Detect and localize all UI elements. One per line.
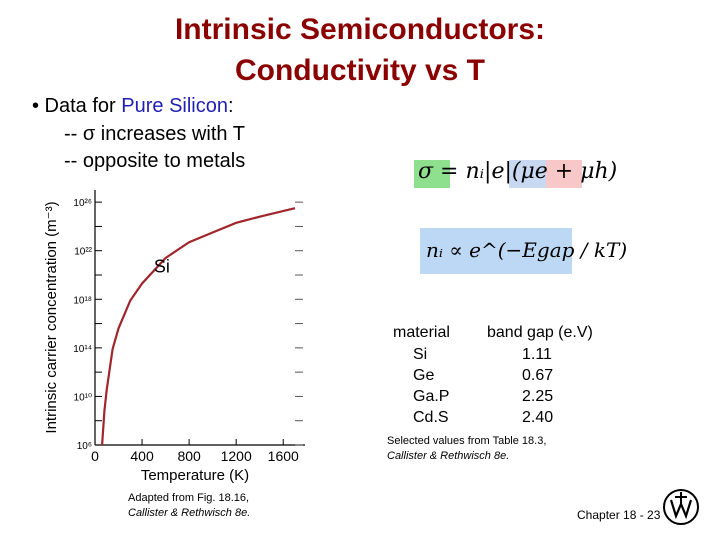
table-row-material: Ga.P	[413, 388, 450, 405]
x-tick-label: 0	[91, 448, 99, 464]
carrier-concentration-chart	[40, 175, 315, 495]
slide-title-line2	[0, 53, 720, 89]
y-tick-label: 10¹⁰	[73, 392, 92, 404]
bullet-suffix: :	[227, 95, 234, 117]
table-header-material: material	[393, 324, 450, 341]
figure-source-line1: Adapted from Fig. 18.16,	[128, 492, 250, 504]
y-tick-label: 10¹⁴	[73, 343, 92, 355]
x-tick-label: 400	[130, 448, 154, 464]
figure-source-line2: Callister & Rethwisch 8e.	[128, 507, 251, 519]
bullet-prefix: • Data for	[32, 95, 122, 117]
series-line-si	[102, 208, 295, 445]
conductivity-formula	[412, 157, 618, 191]
series-label-si: Si	[153, 256, 170, 277]
x-tick-label: 1200	[220, 448, 252, 464]
table-row-material: Cd.S	[413, 409, 449, 426]
x-axis-label: Temperature (K)	[140, 467, 250, 484]
publisher-logo-icon	[662, 488, 700, 526]
intrinsic-formula-text: nᵢ ∝ e^(−Egap / kT)	[426, 238, 628, 262]
y-axis-label: Intrinsic carrier concentration (m⁻³)	[43, 201, 60, 434]
table-row-material: Ge	[413, 367, 435, 384]
slide-title-line1: Intrinsic Semiconductors:	[174, 13, 546, 46]
bullet-main	[32, 95, 234, 118]
y-tick-label: 10¹⁸	[73, 295, 92, 307]
table-row-bandgap: 1.11	[522, 346, 552, 363]
table-row-material: Si	[413, 346, 428, 363]
table-row-bandgap: 0.67	[522, 367, 554, 384]
conductivity-formula-text: σ = nᵢ|e|(μe + μh)	[418, 159, 618, 184]
x-tick-label: 800	[177, 448, 201, 464]
y-tick-label: 10²²	[74, 246, 92, 258]
title-line2-text: Conductivity vs T	[234, 54, 486, 87]
bullet-highlight: Pure Silicon	[121, 95, 228, 117]
bullet-sub-2: -- opposite to metals	[64, 150, 246, 172]
bullet-sub-1: -- σ increases with T	[64, 123, 245, 145]
y-tick-label: 10⁶	[76, 441, 92, 452]
table-header-bandgap: band gap (e.V)	[487, 324, 593, 341]
table-row-bandgap: 2.40	[522, 409, 554, 426]
page-number: Chapter 18 - 23	[577, 508, 661, 522]
intrinsic-formula	[420, 228, 628, 274]
table-row-bandgap: 2.25	[522, 388, 554, 405]
y-tick-label: 10²⁶	[73, 198, 92, 210]
x-tick-label: 1600	[267, 448, 299, 464]
table-source-line1: Selected values from Table 18.3,	[387, 435, 547, 447]
table-source-line2: Callister & Rethwisch 8e.	[387, 450, 510, 462]
